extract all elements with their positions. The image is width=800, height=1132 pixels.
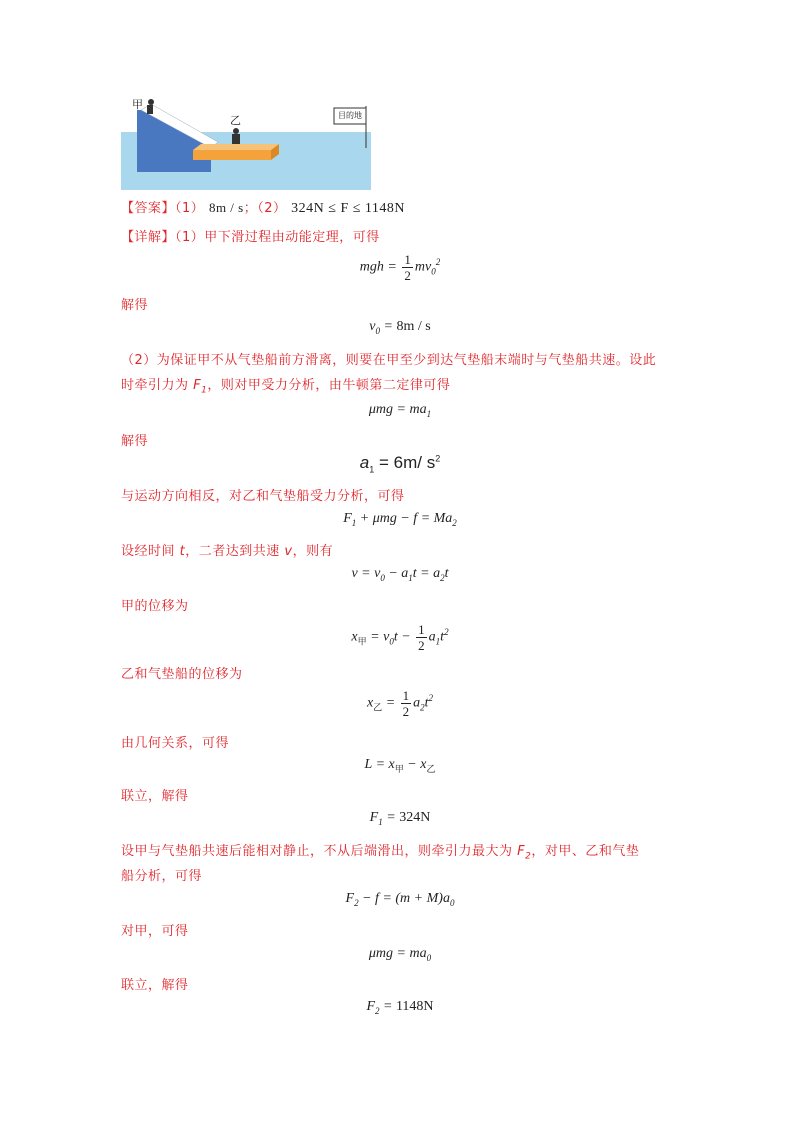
solve-2: 解得 bbox=[121, 434, 149, 449]
max-line2: 船分析，可得 bbox=[121, 869, 203, 884]
person-jia-head bbox=[148, 99, 154, 105]
geom-label: 由几何关系，可得 bbox=[121, 736, 230, 751]
F1-result: 324N bbox=[399, 810, 431, 825]
solve-1: 解得 bbox=[121, 298, 149, 313]
equation-energy: mgh = $\frac{1}{2}$ $mv_0^2$ bbox=[359, 252, 441, 283]
a1-result: 6m/ s bbox=[393, 453, 436, 472]
answer-label: 【答案】 bbox=[121, 201, 176, 216]
equation-F2-system: $F_2 - f = (m + M)a_0$ bbox=[345, 891, 455, 908]
equation-newton-jia-2: $\mu mg = ma_0$ bbox=[368, 946, 432, 963]
answer-v: 8m / s bbox=[208, 200, 244, 215]
person-yi-head bbox=[233, 128, 239, 134]
answer-range: 324N ≤ F ≤ 1148N bbox=[291, 201, 406, 216]
opposite-line: 与运动方向相反，对乙和气垫船受力分析，可得 bbox=[121, 489, 405, 504]
v0-result: 8m / s bbox=[396, 319, 431, 334]
answer-sep: ；（2） bbox=[243, 201, 287, 216]
part2-line2: 时牵引力为 $F_1$，则对甲受力分析，由牛顿第二定律可得 bbox=[121, 378, 451, 396]
boat-top bbox=[193, 144, 279, 150]
scene-figure bbox=[121, 90, 371, 190]
person-jia bbox=[147, 105, 153, 114]
jia-disp-label: 甲的位移为 bbox=[121, 599, 189, 614]
equation-v0: $v_0 = 8m / s$ bbox=[369, 319, 431, 336]
equation-F2: $F_2 = 1148N$ bbox=[366, 999, 434, 1016]
person-yi bbox=[232, 134, 240, 144]
flag-text: 目的地 bbox=[338, 111, 362, 120]
equation-L: $L = x_甲 - x_乙$ bbox=[364, 757, 436, 774]
detail-header bbox=[121, 226, 380, 245]
combine-2: 联立，解得 bbox=[121, 978, 189, 993]
equation-x-yi: $x_乙$ = $\frac{1}{2}$ $a_2t^2$ bbox=[366, 688, 434, 719]
F2-result: 1148N bbox=[395, 999, 434, 1014]
answer-line bbox=[121, 197, 405, 217]
part2-line1: （2）为保证甲不从气垫船前方滑离，则要在甲至少到达气垫船末端时与气垫船共速。设此 bbox=[121, 353, 657, 368]
equation-common-speed: $v = v_0 - a_1t = a_2t$ bbox=[351, 566, 449, 583]
boat-side bbox=[193, 150, 271, 160]
equation-x-jia: $x_甲 = v_0t$ − $\frac{1}{2}$ $a_1t^2$ bbox=[351, 622, 449, 653]
equation-newton-jia: $\mu mg = ma_1$ bbox=[368, 402, 432, 419]
yi-disp-label: 乙和气垫船的位移为 bbox=[121, 667, 243, 682]
detail-label: 【详解】 bbox=[121, 230, 176, 245]
for-jia-label: 对甲，可得 bbox=[121, 924, 189, 939]
equation-boat: $F_1 + \mu mg - f = Ma_2$ bbox=[343, 511, 457, 528]
combine-1: 联立，解得 bbox=[121, 789, 189, 804]
equation-F1: $F_1 = 324N$ bbox=[369, 810, 431, 827]
label-yi: 乙 bbox=[230, 114, 241, 127]
max-line1: 设甲与气垫船共速后能相对静止，不从后端滑出，则牵引力最大为 $F_2$，对甲、乙和气垫 bbox=[121, 844, 640, 862]
label-jia: 甲 bbox=[132, 98, 143, 111]
slope-boat-diagram bbox=[121, 90, 371, 190]
equation-a1: $a_1 = 6m/$ $s^2$ bbox=[359, 453, 441, 475]
set-time-line: 设经时间 t，二者达到共速 v，则有 bbox=[121, 544, 334, 559]
answer-part1: （1） bbox=[175, 201, 205, 216]
detail-intro: （1）甲下滑过程由动能定理，可得 bbox=[175, 230, 380, 245]
